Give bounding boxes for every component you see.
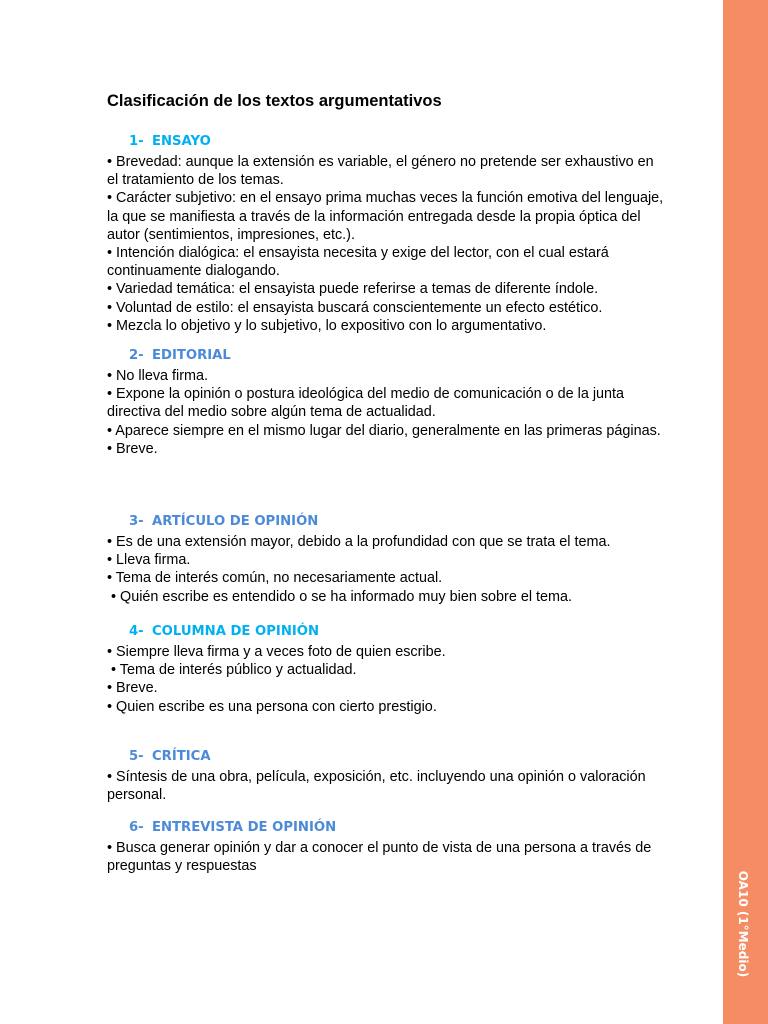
section-title: ENTREVISTA DE OPINIÓN bbox=[152, 820, 337, 835]
section-title: COLUMNA DE OPINIÓN bbox=[152, 624, 320, 639]
section-heading bbox=[129, 820, 667, 836]
list-item: • No lleva firma. bbox=[107, 368, 209, 384]
list-item: • Síntesis de una obra, película, exposición, etc. incluyendo una opinión o valoración personal. bbox=[107, 769, 646, 804]
list-item: • Mezcla lo objetivo y lo subjetivo, lo expositivo con lo argumentativo. bbox=[107, 317, 547, 334]
bullet-list bbox=[107, 533, 667, 606]
list-item: • Quien escribe es una persona con cierto prestigio. bbox=[107, 698, 437, 715]
section-number: 3- bbox=[129, 514, 144, 529]
section-heading bbox=[129, 348, 667, 364]
list-item: • Aparece siempre en el mismo lugar del diario, generalmente en las primeras páginas. bbox=[107, 422, 661, 439]
section-number: 1- bbox=[129, 134, 144, 149]
list-item: • Siempre lleva firma y a veces foto de quien escribe. bbox=[107, 644, 446, 660]
bullet-list bbox=[107, 839, 667, 875]
list-item: • Es de una extensión mayor, debido a la profundidad con que se trata el tema. bbox=[107, 534, 611, 550]
section-number: 5- bbox=[129, 749, 144, 764]
bullet-list bbox=[107, 367, 667, 458]
section-title: ARTÍCULO DE OPINIÓN bbox=[152, 514, 319, 529]
list-item: • Voluntad de estilo: el ensayista buscará conscientemente un efecto estético. bbox=[107, 299, 603, 316]
list-item: • Variedad temática: el ensayista puede referirse a temas de diferente índole. bbox=[107, 281, 599, 298]
section-articulo-de-opinion bbox=[107, 514, 667, 606]
list-item: • Tema de interés común, no necesariamente actual. bbox=[107, 570, 443, 587]
section-heading bbox=[129, 749, 667, 765]
section-title: EDITORIAL bbox=[152, 348, 231, 363]
document-title: Clasificación de los textos argumentativos bbox=[107, 92, 442, 110]
bullet-list bbox=[107, 643, 667, 716]
bullet-list bbox=[107, 153, 667, 335]
list-item: • Intención dialógica: el ensayista necesita y exige del lector, con el cual estará continuamente dialogando. bbox=[107, 245, 609, 280]
section-columna-de-opinion bbox=[107, 624, 667, 716]
section-heading bbox=[129, 134, 667, 150]
section-entrevista-de-opinion bbox=[107, 820, 667, 875]
list-item: • Carácter subjetivo: en el ensayo prima muchas veces la función emotiva del lenguaje, la que se manifiesta a través de la información entregada desde la propia óptica del autor (sentimientos, impresiones, etc.). bbox=[107, 190, 664, 243]
section-ensayo bbox=[107, 134, 667, 335]
list-item: • Tema de interés público y actualidad. bbox=[111, 662, 357, 679]
list-item: • Quién escribe es entendido o se ha informado muy bien sobre el tema. bbox=[111, 588, 573, 605]
section-heading bbox=[129, 624, 667, 640]
section-title: ENSAYO bbox=[152, 134, 211, 149]
section-title: CRÍTICA bbox=[152, 749, 211, 764]
section-editorial bbox=[107, 348, 667, 458]
list-item: • Breve. bbox=[107, 440, 158, 457]
list-item: • Breve. bbox=[107, 680, 158, 697]
sidebar-label: OA10 (1°Medio) bbox=[736, 870, 750, 978]
list-item: • Busca generar opinión y dar a conocer el punto de vista de una persona a través de preguntas y respuestas bbox=[107, 840, 652, 875]
list-item: • Brevedad: aunque la extensión es variable, el género no pretende ser exhaustivo en el tratamiento de los temas. bbox=[107, 154, 654, 189]
list-item: • Lleva firma. bbox=[107, 552, 191, 569]
section-heading bbox=[129, 514, 667, 530]
section-critica bbox=[107, 749, 667, 804]
list-item: • Expone la opinión o postura ideológica del medio de comunicación o de la junta directiva del medio sobre algún tema de actualidad. bbox=[107, 386, 625, 421]
section-number: 4- bbox=[129, 624, 144, 639]
section-number: 6- bbox=[129, 820, 144, 835]
section-number: 2- bbox=[129, 348, 144, 363]
bullet-list bbox=[107, 768, 667, 804]
